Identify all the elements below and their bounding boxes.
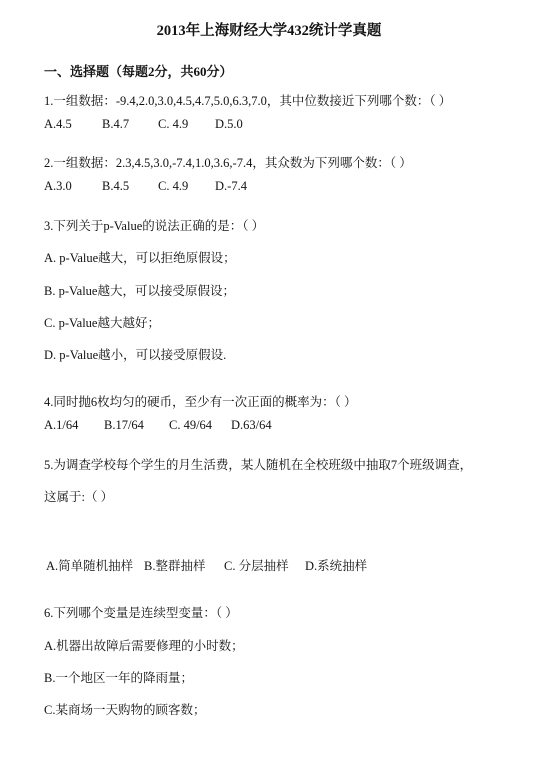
question-5-option-c: C. 分层抽样 <box>224 559 289 573</box>
question-5-option-d: D.系统抽样 <box>305 559 368 573</box>
question-3-option-c: C. p-Value越大越好； <box>44 316 160 330</box>
question-3-option-a: A. p-Value越大，可以拒绝原假设； <box>44 251 236 265</box>
question-3-stem: 3.下列关于p-Value的说法正确的是：（ ） <box>44 219 265 233</box>
question-1-option-d: D.5.0 <box>215 117 243 131</box>
question-1-stem: 1.一组数据：-9.4,2.0,3.0,4.5,4.7,5.0,6.3,7.0，其中位数接近下列哪个数：（ ） <box>44 94 452 108</box>
question-2-option-a: A.3.0 <box>44 179 72 193</box>
question-3-option-d: D. p-Value越小，可以接受原假设. <box>44 348 227 362</box>
question-6-option-b: B.一个地区一年的降雨量； <box>44 671 193 685</box>
question-5-stem-line-2: 这属于:（ ） <box>44 490 114 504</box>
question-5-stem-line-1: 5.为调查学校每个学生的月生活费，某人随机在全校班级中抽取7个班级调查， <box>44 458 473 472</box>
question-4-option-d: D.63/64 <box>231 418 272 432</box>
question-2-stem: 2.一组数据：2.3,4.5,3.0,-7.4,1.0,3.6,-7.4，其众数为下列哪个数：（ ） <box>44 156 412 170</box>
question-1-option-c: C. 4.9 <box>158 117 189 131</box>
question-5-option-a: A.简单随机抽样 <box>46 559 134 573</box>
page-title: 2013年上海财经大学432统计学真题 <box>156 23 382 39</box>
question-1-option-a: A.4.5 <box>44 117 72 131</box>
question-6-option-a: A.机器出故障后需要修理的小时数； <box>44 639 244 653</box>
section-heading: 一、选择题（每题2分，共60分） <box>44 64 233 79</box>
question-4-stem: 4.同时抛6枚均匀的硬币，至少有一次正面的概率为：（ ） <box>44 395 357 409</box>
question-4-option-b: B.17/64 <box>104 418 144 432</box>
question-2-option-b: B.4.5 <box>102 179 130 193</box>
question-3-option-b: B. p-Value越大，可以接受原假设； <box>44 284 235 298</box>
question-6-stem: 6.下列哪个变量是连续型变量：（ ） <box>44 606 238 620</box>
question-6-option-c: C.某商场一天购物的顾客数； <box>44 703 206 717</box>
question-1-option-b: B.4.7 <box>102 117 130 131</box>
question-5-option-b: B.整群抽样 <box>144 559 206 573</box>
question-2-option-c: C. 4.9 <box>158 179 189 193</box>
question-4-option-c: C. 49/64 <box>169 418 213 432</box>
question-2-option-d: D.-7.4 <box>215 179 247 193</box>
question-4-option-a: A.1/64 <box>44 418 79 432</box>
